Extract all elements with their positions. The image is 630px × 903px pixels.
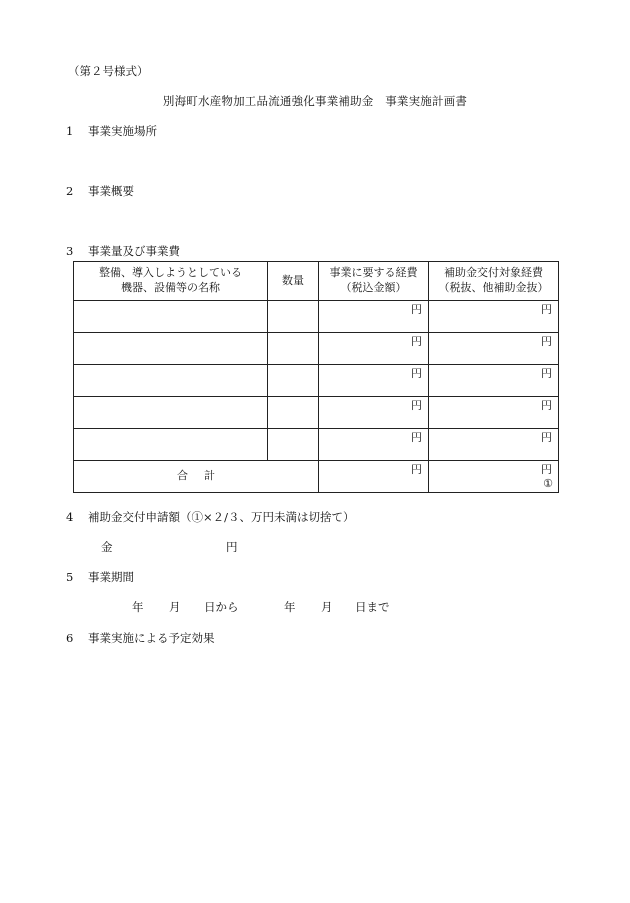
section-number: 4 [66,510,74,524]
header-project-cost: 事業に要する経費 （税込金額） [319,262,429,301]
section-label: 事業期間 [88,570,134,584]
quantity-cell[interactable] [268,397,319,429]
table-row [74,397,559,429]
total-eligible-cost-cell[interactable] [429,461,559,493]
period-start-day: 日から [204,600,239,614]
total-project-cost-cell[interactable] [319,461,429,493]
project-cost-cell[interactable] [319,333,429,365]
equipment-name-cell[interactable] [74,333,268,365]
equipment-name-cell[interactable] [74,301,268,333]
section-number: 2 [66,184,74,198]
period-end-month: 月 [321,600,333,614]
yen-unit: 円 [541,399,552,412]
quantity-cell[interactable] [268,333,319,365]
section-2-heading [66,186,134,198]
header-equipment-name: 整備、導入しようとしている 機器、設備等の名称 [74,262,268,301]
quantity-cell[interactable] [268,429,319,461]
period-end-day: 日まで [355,600,390,614]
section-number: 5 [66,570,74,584]
period-start-year: 年 [132,600,144,614]
eligible-cost-cell[interactable] [429,333,559,365]
section-number: 1 [66,124,74,138]
eligible-cost-cell[interactable] [429,429,559,461]
yen-unit: 円 [541,367,552,380]
section-label: 補助金交付申請額（①×２/３、万円未満は切捨て） [88,510,355,524]
yen-unit: 円 [411,335,422,348]
table-row [74,301,559,333]
total-marker: ① [543,477,553,490]
yen-unit: 円 [411,463,422,476]
section-label: 事業実施場所 [88,124,157,138]
cost-table [73,261,559,493]
equipment-name-cell[interactable] [74,429,268,461]
table-row [74,333,559,365]
section-5-heading [66,572,134,584]
section-label: 事業概要 [88,184,134,198]
table-row [74,365,559,397]
project-cost-cell[interactable] [319,429,429,461]
period-end-year: 年 [284,600,296,614]
yen-unit: 円 [411,431,422,444]
yen-unit: 円 [541,431,552,444]
table-total-row [74,461,559,493]
eligible-cost-cell[interactable] [429,397,559,429]
header-quantity: 数量 [268,262,319,301]
section-label: 事業量及び事業費 [88,244,180,258]
section-label: 事業実施による予定効果 [88,631,215,645]
yen-unit: 円 [411,399,422,412]
period-start-month: 月 [169,600,181,614]
eligible-cost-cell[interactable] [429,365,559,397]
yen-unit: 円 [411,303,422,316]
section-1-heading [66,126,157,138]
quantity-cell[interactable] [268,301,319,333]
project-cost-cell[interactable] [319,365,429,397]
quantity-cell[interactable] [268,365,319,397]
section-6-heading [66,633,215,645]
amount-kin-label: 金 [101,540,113,554]
document-title: 別海町水産物加工品流通強化事業補助金 事業実施計画書 [162,94,468,108]
equipment-name-cell[interactable] [74,397,268,429]
header-subsidy-eligible-cost: 補助金交付対象経費 （税抜、他補助金抜） [429,262,559,301]
table-header-row [74,262,559,301]
section-3-heading [66,246,180,258]
yen-unit: 円 [541,303,552,316]
equipment-name-cell[interactable] [74,365,268,397]
section-number: 6 [66,631,74,645]
yen-unit: 円 [541,463,552,476]
total-label: 合 計 [74,461,319,493]
amount-yen-label: 円 [226,540,238,554]
eligible-cost-cell[interactable] [429,301,559,333]
table-row [74,429,559,461]
form-number: （第２号様式） [68,64,149,78]
yen-unit: 円 [541,335,552,348]
project-cost-cell[interactable] [319,397,429,429]
yen-unit: 円 [411,367,422,380]
section-number: 3 [66,244,74,258]
section-4-heading [66,512,355,524]
project-cost-cell[interactable] [319,301,429,333]
